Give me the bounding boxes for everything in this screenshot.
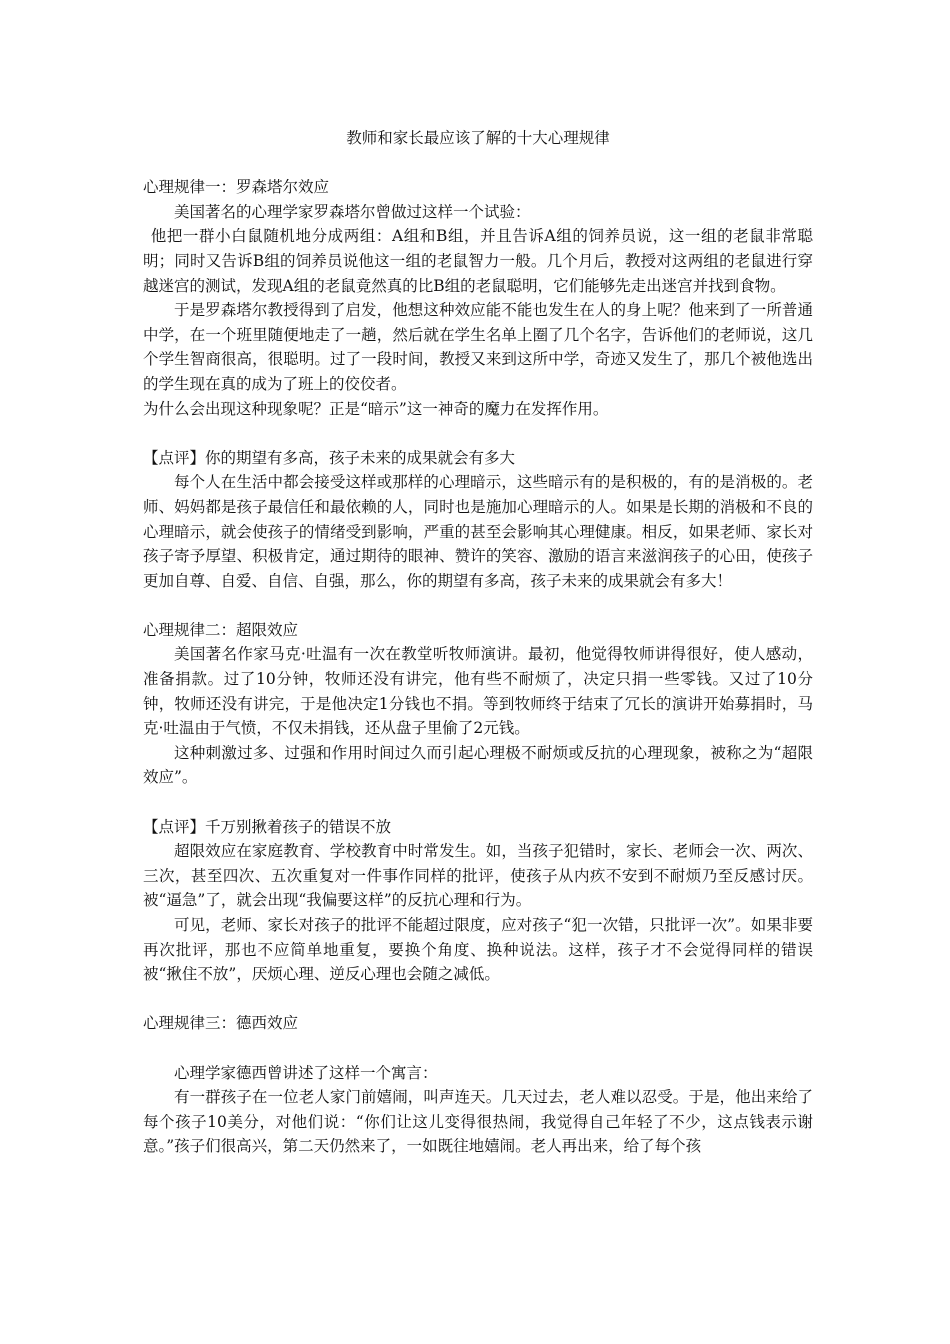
comment2-paragraph-1: 超限效应在家庭教育、学校教育中时常发生。如，当孩子犯错时，家长、老师会一次、两次、三次，甚至四次、五次重复对一件事作同样的批评，使孩子从内疚不安到不耐烦乃至反感讨厌。被“逼急”了，就会出现“我偏要这样”的反抗心理和行为。 [143,842,813,910]
comment1-heading: 【点评】你的期望有多高，孩子未来的成果就会有多大 [143,448,516,467]
law1-paragraph-4: 为什么会出现这种现象呢？正是“暗示”这一神奇的魔力在发挥作用。 [143,399,609,418]
law3-heading: 心理规律三：德西效应 [143,1014,299,1033]
law2-heading: 心理规律二：超限效应 [143,620,299,639]
law3-paragraph-2: 有一群孩子在一位老人家门前嬉闹，叫声连天。几天过去，老人难以忍受。于是，他出来给了每个孩子10美分，对他们说：“你们让这儿变得很热闹，我觉得自己年轻了不少，这点钱表示谢意。”孩子们很高兴，第二天仍然来了，一如既往地嬉闹。老人再出来，给了每个孩 [143,1088,813,1156]
comment2-paragraph-2: 可见，老师、家长对孩子的批评不能超过限度，应对孩子“犯一次错，只批评一次”。如果非要再次批评，那也不应简单地重复，要换个角度、换种说法。这样，孩子才不会觉得同样的错误被“揪住不放”，厌烦心理、逆反心理也会随之减低。 [143,916,813,984]
section-spacer [143,1036,813,1061]
law2-paragraph-2: 这种刺激过多、过强和作用时间过久而引起心理极不耐烦或反抗的心理现象，被称之为“超限效应”。 [143,743,813,787]
section-spacer [143,421,813,446]
document-page [143,126,813,1159]
comment1-paragraph-1: 每个人在生活中都会接受这样或那样的心理暗示，这些暗示有的是积极的，有的是消极的。老师、妈妈都是孩子最信任和最依赖的人，同时也是施加心理暗示的人。如果是长期的消极和不良的心理暗示，就会使孩子的情绪受到影响，严重的甚至会影响其心理健康。相反，如果老师、家长对孩子寄予厚望、积极肯定，通过期待的眼神、赞许的笑容、激励的语言来滋润孩子的心田，使孩子更加自尊、自爱、自信、自强，那么，你的期望有多高，孩子未来的成果就会有多大！ [143,473,813,590]
law1-paragraph-1: 美国著名的心理学家罗森塔尔曾做过这样一个试验： [174,202,531,221]
law3-paragraph-1: 心理学家德西曾讲述了这样一个寓言： [174,1063,438,1082]
law1-paragraph-3: 于是罗森塔尔教授得到了启发，他想这种效应能不能也发生在人的身上呢？他来到了一所普通中学，在一个班里随便地走了一趟，然后就在学生名单上圈了几个名字，告诉他们的老师说，这几个学生智商很高，很聪明。过了一段时间，教授又来到这所中学，奇迹又发生了，那几个被他选出的学生现在真的成为了班上的佼佼者。 [143,301,813,393]
document-title: 教师和家长最应该了解的十大心理规律 [346,129,610,147]
law2-paragraph-1: 美国著名作家马克·吐温有一次在教堂听牧师演讲。最初，他觉得牧师讲得很好，使人感动，准备捐款。过了10分钟，牧师还没有讲完，他有些不耐烦了，决定只捐一些零钱。又过了10分钟，牧师还没有讲完，于是他决定1分钱也不捐。等到牧师终于结束了冗长的演讲开始募捐时，马克·吐温由于气愤，不仅未捐钱，还从盘子里偷了2元钱。 [143,645,813,738]
comment2-heading: 【点评】千万别揪着孩子的错误不放 [143,817,392,836]
section-spacer [143,987,813,1012]
law1-heading: 心理规律一：罗森塔尔效应 [143,178,330,197]
section-spacer [143,790,813,815]
section-spacer [143,593,813,618]
law1-paragraph-2: 他把一群小白鼠随机地分成两组：A组和B组，并且告诉A组的饲养员说，这一组的老鼠非常聪明；同时又告诉B组的饲养员说他这一组的老鼠智力一般。几个月后，教授对这两组的老鼠进行穿越迷宫的测试，发现A组的老鼠竟然真的比B组的老鼠聪明，它们能够先走出迷宫并找到食物。 [143,227,813,295]
